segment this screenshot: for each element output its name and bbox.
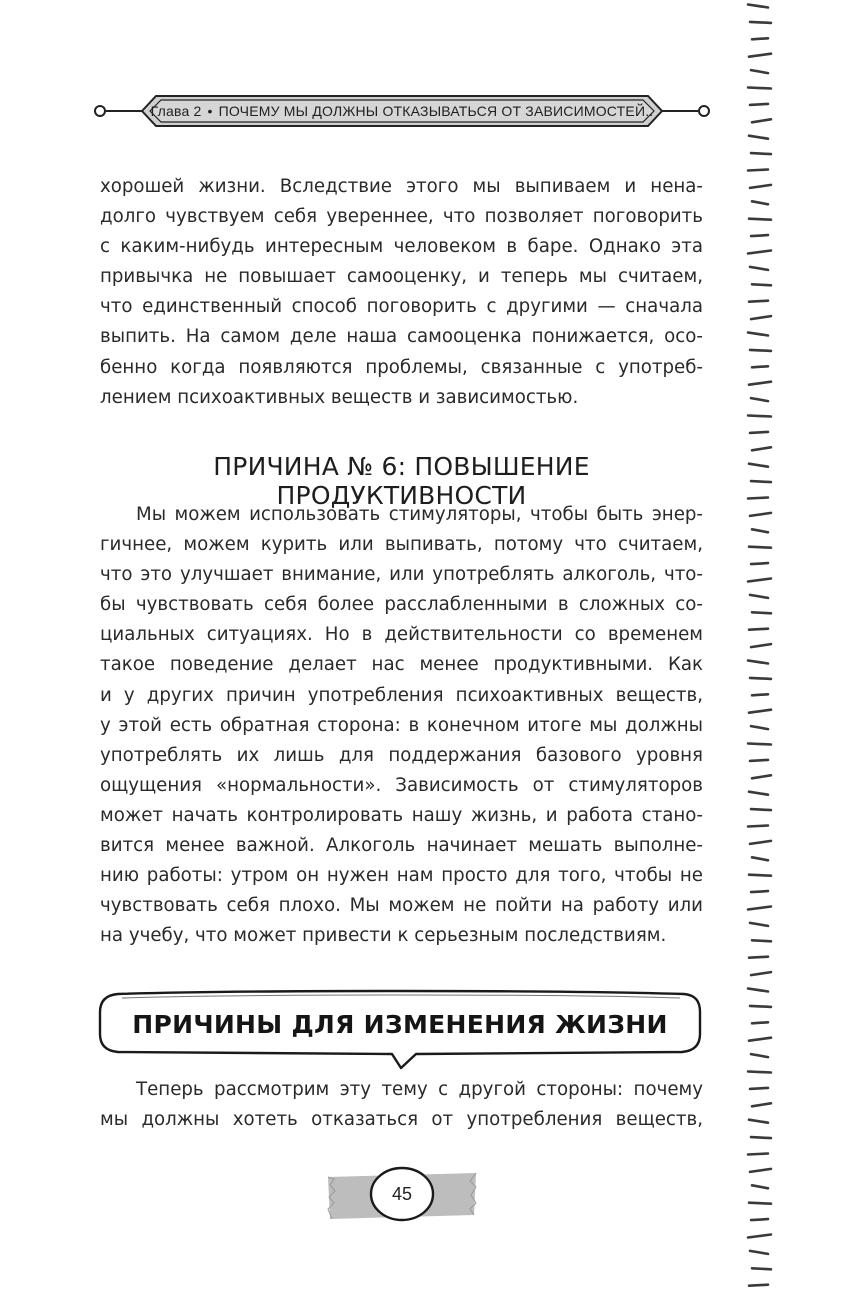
paragraph-line: может начать контролировать нашу жизнь, и работа стано-: [100, 804, 703, 826]
paragraph-line: выпить. На самом деле наша самооценка понижается, осо-: [100, 326, 703, 348]
edge-dash: [748, 251, 771, 254]
edge-dash: [749, 710, 771, 713]
paragraph-line: бенно когда появляются проблемы, связанные с употреб-: [100, 356, 703, 378]
edge-dash: [750, 513, 771, 516]
edge-dash: [750, 923, 768, 926]
paragraph-line: долго чувствуем себя увереннее, что позволяет поговорить: [100, 206, 703, 228]
edge-dash: [751, 1219, 768, 1220]
edge-dash: [751, 1137, 771, 1138]
paragraph-line: у этой есть обратная сторона: в конечном итоге мы должны: [100, 714, 703, 736]
edge-dash: [748, 907, 771, 910]
edge-dash: [749, 1038, 771, 1041]
paragraph-line: Мы можем использовать стимуляторы, чтобы быть энер-: [136, 504, 703, 525]
edge-dash: [752, 1268, 771, 1269]
edge-dash: [748, 170, 768, 171]
paragraph-line: привычка не повышает самооценку, и теперь мы считаем,: [100, 266, 703, 288]
edge-dash: [749, 382, 771, 385]
edge-dash: [750, 185, 771, 188]
edge-dash: [751, 1054, 768, 1057]
edge-dash: [751, 972, 771, 975]
edge-dash: [748, 5, 768, 8]
edge-dash: [750, 678, 771, 679]
edge-dash: [750, 1088, 768, 1089]
paragraph-line: что единственный способ поговорить с другими — сначала: [100, 296, 703, 318]
edge-dash: [751, 153, 771, 154]
paragraph-line: чувствовать себя плохо. Мы можем не пойти на работу или: [100, 895, 703, 917]
edge-dash: [752, 1103, 771, 1106]
edge-dash: [750, 1251, 768, 1254]
paragraph-line: с каким-нибудь интересным человеком в баре. Однако эта: [100, 236, 703, 258]
paragraph-line: и у других причин употребления психоактивных веществ,: [100, 684, 703, 706]
edge-dash: [750, 267, 768, 270]
edge-dash: [752, 1185, 768, 1188]
edge-dash: [752, 284, 771, 285]
bubble-title: ПРИЧИНЫ ДЛЯ ИЗМЕНЕНИЯ ЖИЗНИ: [132, 1009, 668, 1039]
paragraph-line: на учебу, что может привести к серьезным последствиям.: [100, 925, 667, 947]
edge-dash: [752, 447, 771, 450]
edge-dash: [750, 350, 771, 351]
edge-dash: [749, 875, 771, 876]
edge-dash: [748, 1072, 771, 1073]
edge-dash: [752, 612, 771, 613]
edge-dash: [751, 563, 768, 564]
edge-dash: [751, 316, 771, 319]
edge-dash: [751, 70, 768, 73]
edge-dash: [749, 301, 768, 302]
edge-dash: [749, 1120, 768, 1123]
section-heading: ПРИЧИНА № 6: ПОВЫШЕНИЕ ПРОДУКТИВНОСТИ: [213, 452, 590, 510]
edge-dash: [748, 989, 768, 992]
edge-dash: [749, 1285, 768, 1286]
edge-dash: [748, 88, 771, 89]
edge-dash: [750, 841, 771, 844]
edge-dash: [751, 726, 768, 729]
edge-dash: [752, 119, 771, 122]
edge-dash: [751, 398, 768, 401]
edge-dash: [752, 857, 768, 860]
edge-dash: [750, 432, 768, 433]
edge-dash: [748, 826, 768, 827]
edge-dash: [748, 579, 771, 582]
edge-dash: [748, 1235, 771, 1238]
edge-dash: [749, 547, 771, 548]
paragraph-line: мы должны хотеть отказаться от употребления веществ,: [100, 1109, 703, 1131]
paragraph-line: бы чувствовать себя более расслабленными в сложных со-: [100, 594, 703, 616]
header-bullet: •: [207, 103, 213, 119]
edge-dash: [752, 201, 768, 204]
edge-dash: [752, 694, 768, 695]
edge-dash: [749, 629, 768, 630]
chapter-label: Глава 2: [150, 103, 202, 119]
edge-dash: [749, 464, 768, 467]
edge-dash: [751, 644, 771, 647]
edge-dash: [748, 1154, 768, 1155]
running-header: [92, 92, 712, 130]
paragraph-line: Теперь рассмотрим эту тему с другой стороны: почему: [136, 1079, 703, 1100]
edge-dash: [752, 775, 771, 778]
paragraph-line: такое поведение делает нас менее продуктивными. Как: [100, 654, 703, 676]
edge-dash: [748, 661, 768, 664]
speech-bubble-heading: [96, 988, 704, 1070]
paragraph-line: хорошей жизни. Вследствие этого мы выпиваем и нена-: [100, 176, 703, 197]
paragraph-line: употреблять их лишь для поддержания базового уровня: [100, 744, 703, 766]
running-header-text: [152, 92, 652, 130]
edge-dash: [749, 1203, 771, 1204]
chapter-title: ПОЧЕМУ МЫ ДОЛЖНЫ ОТКАЗЫВАТЬСЯ ОТ ЗАВИСИМОСТЕЙ..: [218, 103, 654, 119]
edge-dash: [750, 595, 768, 598]
paragraph-line: ощущения «нормальности». Зависимость от стимуляторов: [100, 774, 703, 796]
edge-dash: [749, 136, 768, 139]
edge-dash: [751, 235, 768, 236]
paragraph-1: [100, 172, 703, 413]
edge-dash: [748, 498, 768, 499]
paragraph-line: лением психоактивных веществ и зависимостью.: [100, 386, 579, 408]
paragraph-2: [100, 500, 703, 951]
paragraph-line: что это улучшает внимание, или употреблять алкоголь, что-: [100, 564, 703, 586]
edge-dash: [748, 333, 768, 336]
edge-dash: [750, 104, 768, 105]
edge-dash: [752, 1022, 768, 1023]
paragraph-line: вится менее важной. Алкоголь начинает мешать выполне-: [100, 835, 703, 857]
edge-dash: [748, 416, 771, 417]
edge-dash: [749, 54, 771, 57]
edge-dash: [749, 792, 768, 795]
edge-dash: [748, 744, 771, 745]
paragraph-line: гичнее, можем курить или выпивать, потому что считаем,: [100, 534, 703, 556]
edge-dash: [749, 957, 768, 958]
edge-dash: [752, 38, 768, 39]
page-number-badge: [326, 1163, 478, 1225]
edge-dash: [750, 760, 768, 761]
page-number: 45: [391, 1183, 413, 1204]
edge-dash: [749, 219, 771, 220]
paragraph-line: нию работы: утром он нужен нам просто для того, чтобы не: [100, 865, 703, 887]
edge-dash: [750, 1169, 771, 1172]
edge-dash: [752, 529, 768, 532]
paragraph-3: [100, 1075, 703, 1135]
edge-dash: [752, 940, 771, 941]
edge-dash: [750, 1006, 771, 1007]
edge-dash: [751, 891, 768, 892]
edge-dash: [752, 366, 768, 367]
edge-dash: [751, 809, 771, 810]
edge-dash: [751, 481, 771, 482]
edge-dash: [750, 22, 771, 23]
paragraph-line: циальных ситуациях. Но в действительности со временем: [100, 624, 703, 646]
decorative-page-edge: [738, 0, 778, 1299]
